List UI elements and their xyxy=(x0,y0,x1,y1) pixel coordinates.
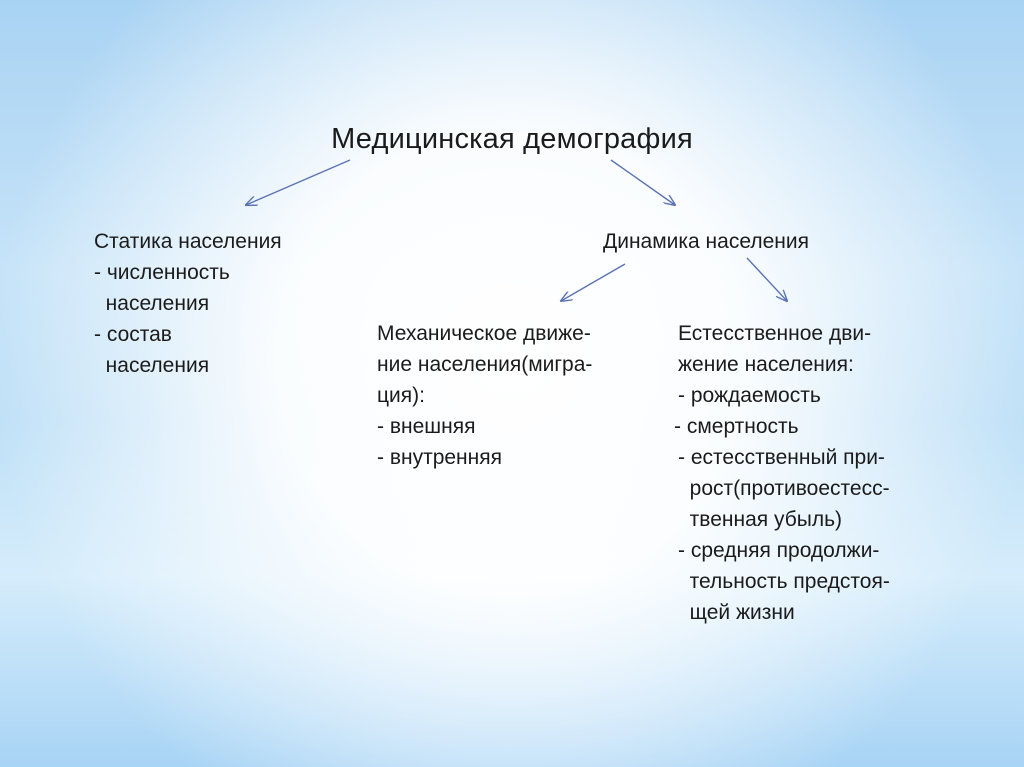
natural-line: рост(противоестесс- xyxy=(678,477,890,500)
natural-block xyxy=(674,318,890,628)
arrow-to-dynamics xyxy=(611,160,675,205)
natural-line: - средняя продолжи- xyxy=(678,539,880,562)
arrow-to-mechanical xyxy=(561,264,625,301)
natural-line: - рождаемость xyxy=(678,384,821,407)
statics-item: населения xyxy=(94,354,210,377)
statics-heading: Статика населения xyxy=(94,230,282,253)
dynamics-heading: Динамика населения xyxy=(603,230,809,253)
mechanical-line: - внутренняя xyxy=(377,446,502,469)
natural-line: Естесственное дви- xyxy=(678,322,872,345)
natural-line: жение населения: xyxy=(678,353,854,376)
natural-line: - смертность xyxy=(674,415,799,438)
natural-line: твенная убыль) xyxy=(678,508,843,531)
arrow-to-natural xyxy=(747,258,787,301)
statics-item: - численность xyxy=(94,261,230,284)
statics-item: - состав xyxy=(94,323,172,346)
mechanical-line: Механическое движе- xyxy=(377,322,591,345)
arrow-to-statics xyxy=(246,160,350,205)
natural-line: тельность предстоя- xyxy=(678,570,890,593)
mechanical-line: ция): xyxy=(377,384,425,407)
mechanical-line: - внешняя xyxy=(377,415,476,438)
natural-line: - естесственный при- xyxy=(678,446,885,469)
statics-block xyxy=(94,226,282,381)
mechanical-block xyxy=(377,318,592,473)
statics-item: населения xyxy=(94,292,210,315)
dynamics-block xyxy=(603,226,809,257)
mechanical-line: ние населения(мигра- xyxy=(377,353,593,376)
diagram-title: Медицинская демография xyxy=(331,123,693,155)
natural-line: щей жизни xyxy=(678,601,795,624)
